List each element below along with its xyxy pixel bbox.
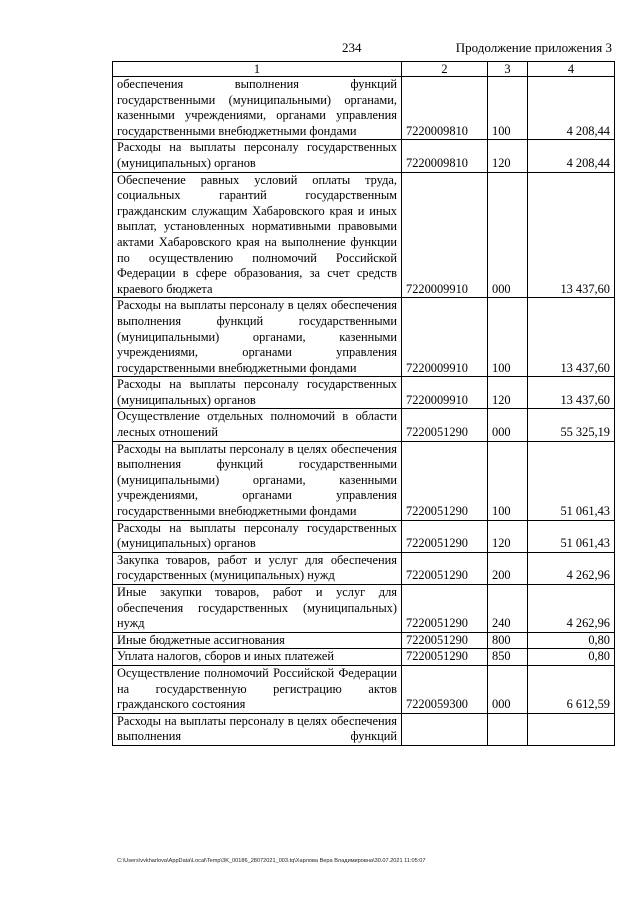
row-kind: 200 <box>488 552 528 584</box>
table-header-row <box>113 62 615 77</box>
row-name: Расходы на выплаты персоналу государственных (муниципальных) органов <box>113 377 402 409</box>
row-name: Осуществление отдельных полномочий в области лесных отношений <box>113 409 402 441</box>
row-kind: 000 <box>488 409 528 441</box>
row-kind: 800 <box>488 632 528 649</box>
table-row <box>113 140 615 172</box>
row-code: 7220051290 <box>402 632 488 649</box>
row-code: 7220051290 <box>402 649 488 666</box>
row-sum: 4 262,96 <box>528 585 615 633</box>
table-row <box>113 409 615 441</box>
row-kind: 850 <box>488 649 528 666</box>
budget-table <box>112 61 615 746</box>
row-code: 7220009910 <box>402 298 488 377</box>
row-kind: 240 <box>488 585 528 633</box>
row-code: 7220009810 <box>402 77 488 140</box>
row-sum: 13 437,60 <box>528 298 615 377</box>
column-header-kind: 3 <box>488 62 528 77</box>
row-name: Иные бюджетные ассигнования <box>113 632 402 649</box>
table-row <box>113 665 615 713</box>
table-row <box>113 649 615 666</box>
table-row <box>113 520 615 552</box>
row-sum <box>528 713 615 745</box>
row-name: Обеспечение равных условий оплаты труда, социальных гарантий государственным гражданским служащим Хабаровского края и иных выплат, установленных нормативными правовыми актами Хабаровского края на выполнение функции по осуществлению полномочий Российской Федерации в сфере образования, за счет средств краевого бюджета <box>113 172 402 298</box>
table-row <box>113 441 615 520</box>
table-row <box>113 377 615 409</box>
row-sum: 6 612,59 <box>528 665 615 713</box>
row-name: обеспечения выполнения функций государственными (муниципальными) органами, казенными учреждениями, органами управления государственными внебюджетными фондами <box>113 77 402 140</box>
row-sum: 13 437,60 <box>528 172 615 298</box>
row-code: 7220051290 <box>402 409 488 441</box>
row-code: 7220059300 <box>402 665 488 713</box>
row-sum: 55 325,19 <box>528 409 615 441</box>
table-row <box>113 585 615 633</box>
row-name: Уплата налогов, сборов и иных платежей <box>113 649 402 666</box>
row-kind <box>488 713 528 745</box>
table-row <box>113 552 615 584</box>
row-code: 7220051290 <box>402 585 488 633</box>
row-code: 7220009910 <box>402 172 488 298</box>
column-header-code: 2 <box>402 62 488 77</box>
row-code: 7220051290 <box>402 441 488 520</box>
row-code: 7220009810 <box>402 140 488 172</box>
row-sum: 51 061,43 <box>528 441 615 520</box>
row-code: 7220051290 <box>402 552 488 584</box>
row-code <box>402 713 488 745</box>
table-row <box>113 298 615 377</box>
row-kind: 120 <box>488 140 528 172</box>
row-sum: 4 208,44 <box>528 77 615 140</box>
row-name: Расходы на выплаты персоналу в целях обеспечения выполнения функций государственными (муниципальными) органами, казенными учреждениями, органами управления государственными внебюджетными фондами <box>113 441 402 520</box>
row-sum: 0,80 <box>528 632 615 649</box>
row-kind: 100 <box>488 441 528 520</box>
row-kind: 100 <box>488 298 528 377</box>
table-row <box>113 632 615 649</box>
row-sum: 0,80 <box>528 649 615 666</box>
row-name: Осуществление полномочий Российской Федерации на государственную регистрацию актов гражданского состояния <box>113 665 402 713</box>
column-header-name: 1 <box>113 62 402 77</box>
row-name: Иные закупки товаров, работ и услуг для обеспечения государственных (муниципальных) нужд <box>113 585 402 633</box>
table-row <box>113 77 615 140</box>
row-name: Расходы на выплаты персоналу в целях обеспечения выполнения функций государственными (муниципальными) органами, казенными учреждениями, органами управления государственными внебюджетными фондами <box>113 298 402 377</box>
row-code: 7220051290 <box>402 520 488 552</box>
row-name: Расходы на выплаты персоналу государственных (муниципальных) органов <box>113 140 402 172</box>
row-name: Расходы на выплаты персоналу государственных (муниципальных) органов <box>113 520 402 552</box>
row-sum: 4 262,96 <box>528 552 615 584</box>
row-kind: 000 <box>488 172 528 298</box>
column-header-sum: 4 <box>528 62 615 77</box>
row-code: 7220009910 <box>402 377 488 409</box>
file-path-footer: C:\Users\vvkharlova\AppData\Local\Temp\3K_00186_28072021_003.tq\Харлова Вера Владимировна\30.07.2021 11:05:07 <box>117 858 426 864</box>
row-name: Расходы на выплаты персоналу в целях обеспечения выполнения функций <box>113 713 402 745</box>
row-kind: 100 <box>488 77 528 140</box>
page-number: 234 <box>342 40 362 55</box>
row-name: Закупка товаров, работ и услуг для обеспечения государственных (муниципальных) нужд <box>113 552 402 584</box>
row-sum: 51 061,43 <box>528 520 615 552</box>
appendix-continuation-label: Продолжение приложения 3 <box>455 40 612 55</box>
row-kind: 000 <box>488 665 528 713</box>
table-row <box>113 172 615 298</box>
row-sum: 13 437,60 <box>528 377 615 409</box>
row-sum: 4 208,44 <box>528 140 615 172</box>
row-kind: 120 <box>488 520 528 552</box>
table-row <box>113 713 615 745</box>
row-kind: 120 <box>488 377 528 409</box>
